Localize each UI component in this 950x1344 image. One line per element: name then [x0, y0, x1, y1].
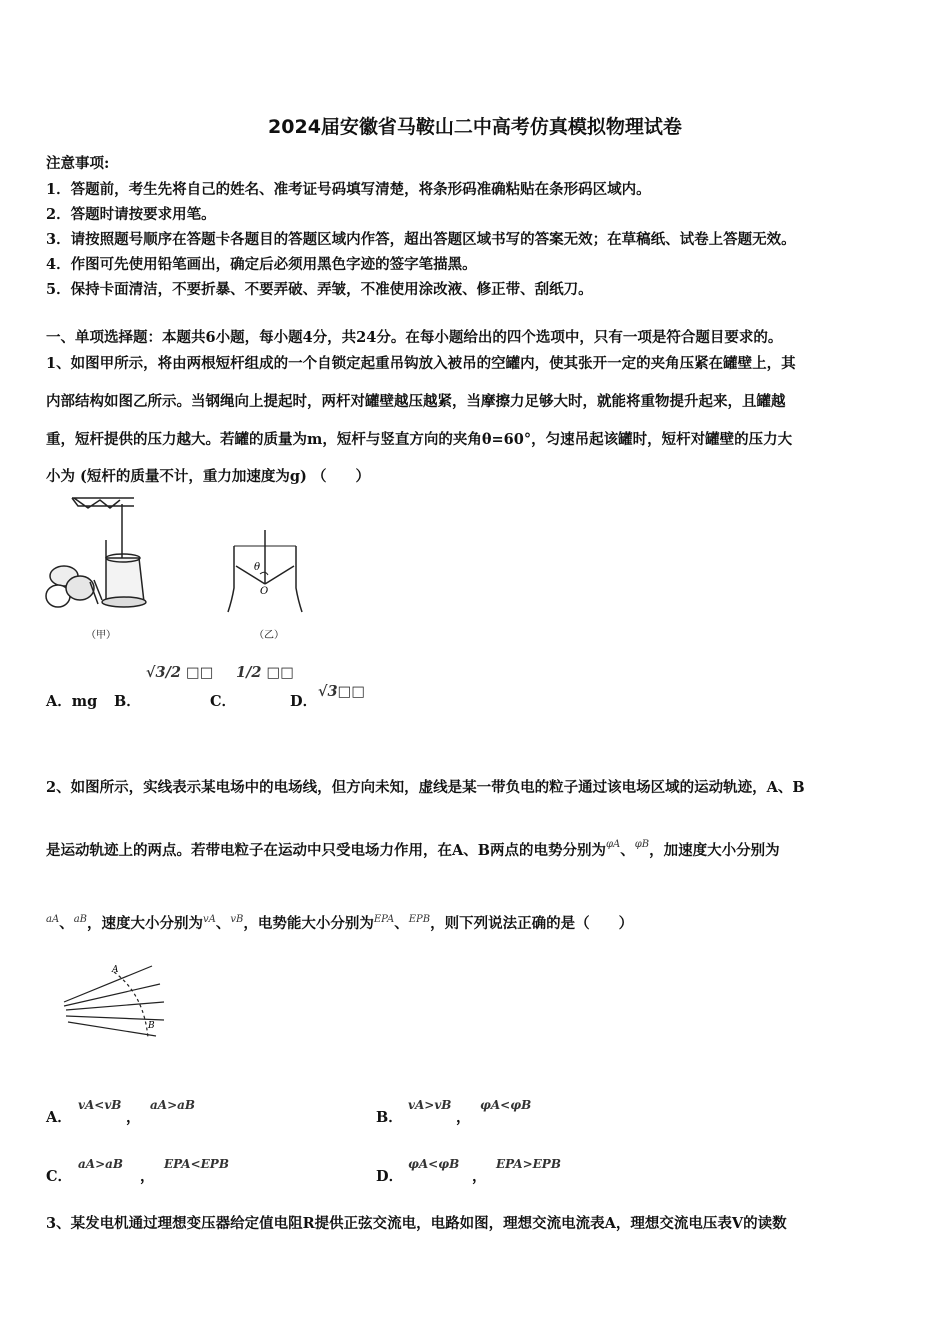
q2-text: ，加速度大小分别为	[649, 842, 780, 859]
q2-option-d-math1: φA<φB	[408, 1157, 460, 1171]
q2-option-c-label: C．	[46, 1168, 73, 1185]
q1-option-b-label: B．	[114, 693, 141, 710]
q1-figure-a-caption: （甲）	[86, 630, 116, 641]
q1-text-line: 1、如图甲所示，将由两根短杆组成的一个自锁定起重吊钩放入被吊的空罐内，使其张开一定的夹角压紧在罐壁上，其	[46, 355, 796, 372]
q2-option-a-label: A．	[46, 1109, 72, 1126]
q2-option-c-math2: EPA<EPB	[164, 1157, 229, 1171]
option-text: mg	[71, 693, 98, 710]
q2-text: ，速度大小分别为	[87, 915, 203, 932]
q2-option-b-label: B．	[376, 1109, 403, 1126]
fig-label-o: O	[260, 586, 269, 597]
q2-option-d-label: D．	[376, 1168, 404, 1185]
notice-item: 2．答题时请按要求用笔。	[46, 206, 216, 223]
q1-option-c-math: 1/2 □□	[236, 664, 294, 681]
symbol-epb: EPB	[408, 914, 431, 925]
q1-text-line: 重，短杆提供的压力越大。若罐的质量为m，短杆与竖直方向的夹角θ=60°，匀速吊起该罐时，短杆对罐壁的压力大	[46, 431, 793, 448]
notice-item: 4．作图可先使用铅笔画出，确定后必须用黑色字迹的签字笔描黑。	[46, 256, 477, 273]
symbol-a-a: aA	[46, 914, 60, 925]
fig-label-a: A	[112, 965, 119, 975]
notice-item: 1．答题前，考生先将自己的姓名、准考证号码填写清楚，将条形码准确粘贴在条形码区域内。	[46, 181, 651, 198]
q1-option-c-label: C．	[210, 693, 237, 710]
q1-figure-b	[222, 528, 308, 618]
q1-text-line: 内部结构如图乙所示。当钢绳向上提起时，两杆对罐壁越压越紧，当摩擦力足够大时，就能将重物提升起来，且罐越	[46, 393, 786, 410]
q1-text-line: 小为 (短杆的质量不计，重力加速度为g) （ ）	[46, 468, 370, 485]
q1-option-d-math: √3□□	[318, 683, 366, 700]
q2-text: ，则下列说法正确的是（ ）	[430, 915, 634, 932]
q2-text: ，电势能大小分别为	[243, 915, 374, 932]
q1-figure-a	[44, 492, 164, 622]
separator: 、	[620, 842, 635, 859]
symbol-v-a: vA	[203, 914, 216, 925]
q1-option-a	[46, 690, 97, 711]
q2-option-d-math2: EPA>EPB	[496, 1157, 561, 1171]
q1-figure-b-caption: （乙）	[254, 630, 284, 641]
fig-label-theta: θ	[254, 562, 261, 573]
page-title: 2024届安徽省马鞍山二中高考仿真模拟物理试卷	[268, 116, 682, 138]
q2-option-b-math2: φA<φB	[480, 1098, 532, 1112]
comma: ，	[140, 1168, 155, 1185]
notice-item: 5．保持卡面清洁，不要折暴、不要弄破、弄皱，不准使用涂改液、修正带、刮纸刀。	[46, 281, 593, 298]
symbol-phi-b: φB	[634, 839, 650, 850]
comma: ，	[456, 1109, 471, 1126]
q2-text-line: 2、如图所示，实线表示某电场中的电场线，但方向未知，虚线是某一带负电的粒子通过该电场区域的运动轨迹，A、B	[46, 779, 805, 796]
section-header: 一、单项选择题：本题共6小题，每小题4分，共24分。在每小题给出的四个选项中，只有一项是符合题目要求的。	[46, 329, 783, 346]
q2-text: 是运动轨迹上的两点。若带电粒子在运动中只受电场力作用，在A、B两点的电势分别为	[46, 842, 607, 859]
q2-text-line	[46, 912, 633, 933]
q2-option-a-math2: aA>aB	[150, 1098, 196, 1112]
q2-field-figure	[60, 958, 170, 1042]
q1-option-b-math: √3/2 □□	[146, 664, 214, 681]
q2-option-a-math1: vA<vB	[78, 1098, 122, 1112]
separator: 、	[59, 915, 74, 932]
symbol-phi-a: φA	[606, 839, 621, 850]
q2-option-c-math1: aA>aB	[78, 1157, 124, 1171]
notice-heading: 注意事项:	[46, 155, 110, 172]
fig-label-b: B	[148, 1021, 155, 1031]
symbol-epa: EPA	[373, 914, 395, 925]
option-label: A．	[46, 693, 72, 710]
q1-option-d-label: D．	[290, 693, 318, 710]
q3-text-line: 3、某发电机通过理想变压器给定值电阻R提供正弦交流电，电路如图，理想交流电流表A，理想交流电压表V的读数	[46, 1215, 787, 1232]
separator: 、	[215, 915, 231, 932]
comma: ，	[472, 1168, 487, 1185]
separator: 、	[394, 915, 409, 932]
symbol-a-b: aB	[73, 914, 87, 925]
q2-text-line	[46, 839, 780, 860]
q2-option-b-math1: vA>vB	[408, 1098, 452, 1112]
comma: ，	[126, 1109, 141, 1126]
symbol-v-b: vB	[230, 914, 244, 925]
notice-item: 3．请按照题号顺序在答题卡各题目的答题区域内作答，超出答题区域书写的答案无效；在草稿纸、试卷上答题无效。	[46, 231, 796, 248]
